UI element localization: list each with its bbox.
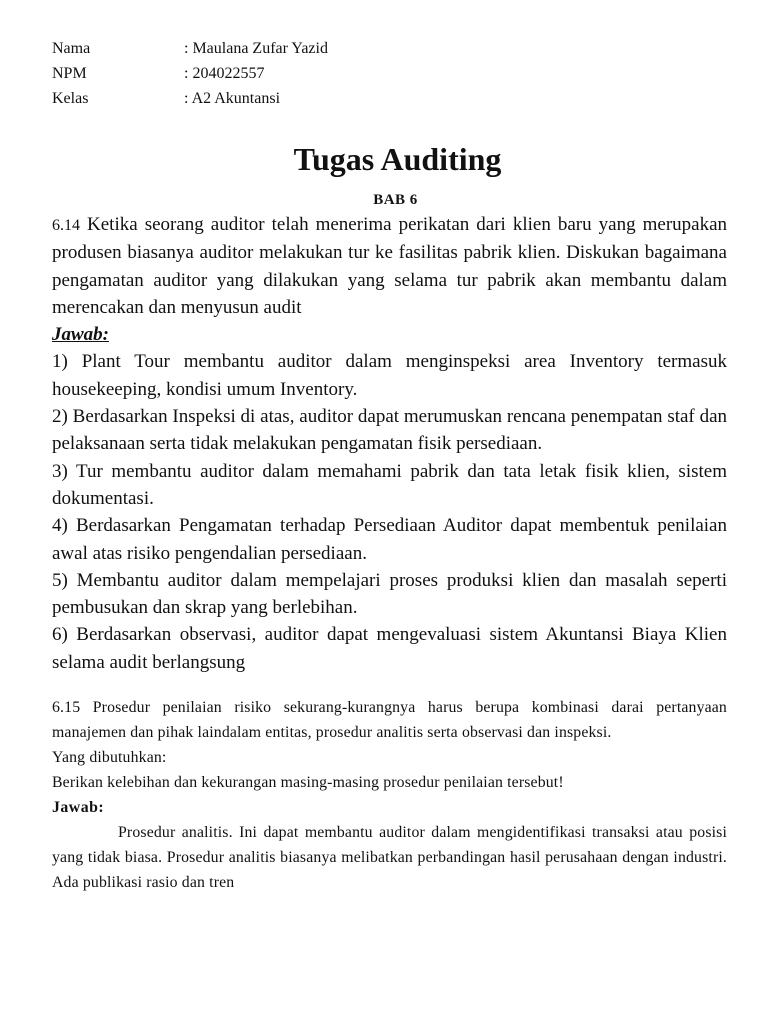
required-text: Berikan kelebihan dan kekurangan masing-masing prosedur penilaian tersebut! [52, 774, 564, 792]
question-6-15: 6.15 Prosedur penilaian risiko sekurang-kurangnya harus berupa kombinasi darai pertanyaan manajemen dan pihak laindalam entitas, prosedur analitis serta observasi dan inspeksi. [52, 699, 727, 742]
info-row-npm [52, 61, 727, 86]
section-gap [52, 676, 727, 695]
answer-item-6: 6) Berdasarkan observasi, auditor dapat mengevaluasi sistem Akuntansi Biaya Klien selama audit berlangsung [52, 624, 727, 673]
info-label: Kelas [52, 90, 89, 107]
answer-item-4: 4) Berdasarkan Pengamatan terhadap Persediaan Auditor dapat membentuk penilaian awal atas risiko pengendalian persediaan. [52, 515, 727, 564]
info-label: Nama [52, 40, 91, 57]
answer-item-5: 5) Membantu auditor dalam mempelajari proses produksi klien dan masalah seperti pembusukan dan skrap yang berlebihan. [52, 569, 727, 619]
student-info [52, 36, 727, 111]
answer-item-3: 3) Tur membantu auditor dalam memahami pabrik dan tata letak fisik klien, sistem dokumentasi. [52, 460, 727, 509]
question-number: 6.14 [52, 217, 80, 234]
info-value: : Maulana Zufar Yazid [184, 40, 328, 57]
info-value: : 204022557 [184, 65, 265, 82]
document-page [52, 36, 727, 895]
info-row-kelas [52, 86, 727, 111]
answer-label: Jawab: [52, 324, 109, 346]
answer-item-1: 1) Plant Tour membantu auditor dalam menginspeksi area Inventory termasuk housekeeping, kondisi umum Inventory. [52, 351, 727, 400]
info-value: : A2 Akuntansi [184, 90, 281, 107]
required-label: Yang dibutuhkan: [52, 749, 167, 767]
chapter-heading: BAB 6 [373, 192, 418, 208]
answer-item-2: 2) Berdasarkan Inspeksi di atas, auditor dapat merumuskan rencana penempatan staf dan pelaksanaan serta tidak melakukan pengamatan fisik persediaan. [52, 406, 727, 455]
question-6-15-section [52, 695, 727, 895]
question-6-14-section [52, 211, 727, 676]
info-row-nama [52, 36, 727, 61]
page-title: Tugas Auditing [293, 141, 502, 177]
answer-paragraph: Prosedur analitis. Ini dapat membantu auditor dalam mengidentifikasi transaksi atau posisi yang tidak biasa. Prosedur analitis biasanya melibatkan perbandingan hasil perusahaan dengan industri. Ada publikasi rasio dan tren [52, 824, 727, 892]
answer-label: Jawab: [52, 799, 105, 817]
info-label: NPM [52, 65, 87, 82]
question-6-14 [52, 211, 727, 321]
question-text: Ketika seorang auditor telah menerima perikatan dari klien baru yang merupakan produsen biasanya auditor melakukan tur ke fasilitas pabrik klien. Diskukan bagaimana pengamatan auditor yang dilakukan yang selama tur pabrik akan membantu dalam merencakan dan menyusun audit [52, 214, 728, 318]
